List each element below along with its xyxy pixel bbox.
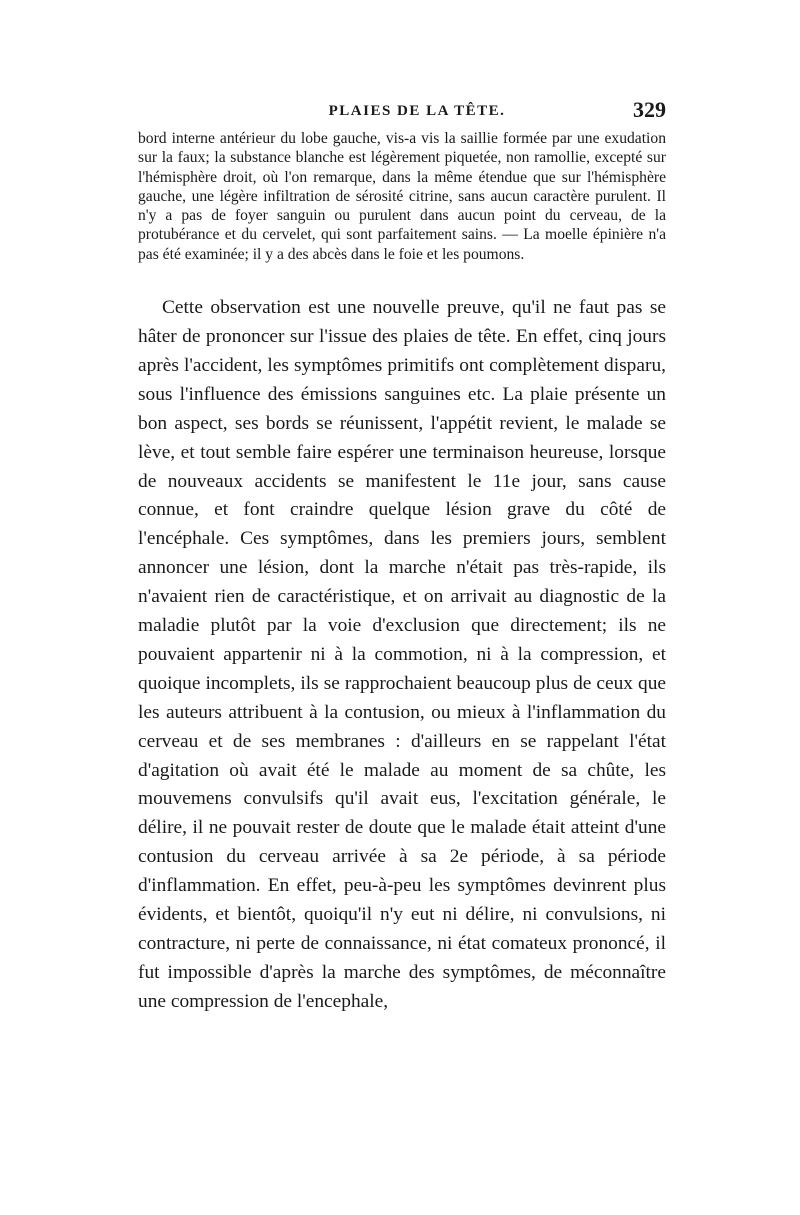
observation-note-paragraph: bord interne antérieur du lobe gauche, vis-a vis la saillie formée par une exudation sur la faux; la substance blanche est légèrement piquetée, non ramollie, excepté sur l'hémisphère droit, où l'on remarque, dans la même étendue que sur l'hémisphère gauche, une légère infiltration de sérosité citrine, sans aucun caractère purulent. Il n'y a pas de foyer sanguin ou purulent dans aucun point du cerveau, de la protubérance et du cervelet, qui sont parfaitement sains. — La moelle épinière n'a pas été examinée; il y a des abcès dans le foie et les poumons. — [138, 130, 666, 263]
book-page — [138, 95, 666, 1017]
page-number: 329 — [633, 97, 666, 122]
running-title: PLAIES DE LA TÊTE. — [328, 103, 506, 119]
main-text-paragraph: Cette observation est une nouvelle preuve, qu'il ne faut pas se hâter de prononcer sur l'issue des plaies de tête. En effet, cinq jours après l'accident, les symptômes primitifs ont complètement disparu, sous l'influence des émissions sanguines etc. La plaie présente un bon aspect, ses bords se réunissent, l'appétit revient, le malade se lève, et tout semble faire espérer une terminaison heureuse, lorsque de nouveaux accidents se manifestent le 11e jour, sans cause connue, et font craindre quelque lésion grave du côté de l'encéphale. Ces symptômes, dans les premiers jours, semblent annoncer une lésion, dont la marche n'était pas très-rapide, ils n'avaient rien de caractéristique, et on arrivait au diagnostic de la maladie plutôt par la voie d'exclusion que directement; ils ne pouvaient appartenir ni à la commotion, ni à la compression, et quoique incomplets, ils se rapprochaient beaucoup plus de ceux que les auteurs attribuent à la contusion, ou mieux à l'inflammation du cerveau et de ses membranes : d'ailleurs en se rappelant l'état d'agitation où avait été le malade au moment de sa chûte, les mouvemens convulsifs qu'il avait eus, l'excitation générale, le délire, il ne pouvait rester de doute que le malade était atteint d'une contusion du cerveau arrivée à sa 2e période, à sa période d'inflammation. En effet, peu-à-peu les symptômes devinrent plus évidents, et bientôt, quoiqu'il n'y eut ni délire, ni convulsions, ni contracture, ni perte de connaissance, ni état comateux prononcé, il fut impossible d'après la marche des symptômes, de méconnaître une compression de l'encephale, — [138, 297, 666, 1012]
page-header — [138, 95, 666, 129]
